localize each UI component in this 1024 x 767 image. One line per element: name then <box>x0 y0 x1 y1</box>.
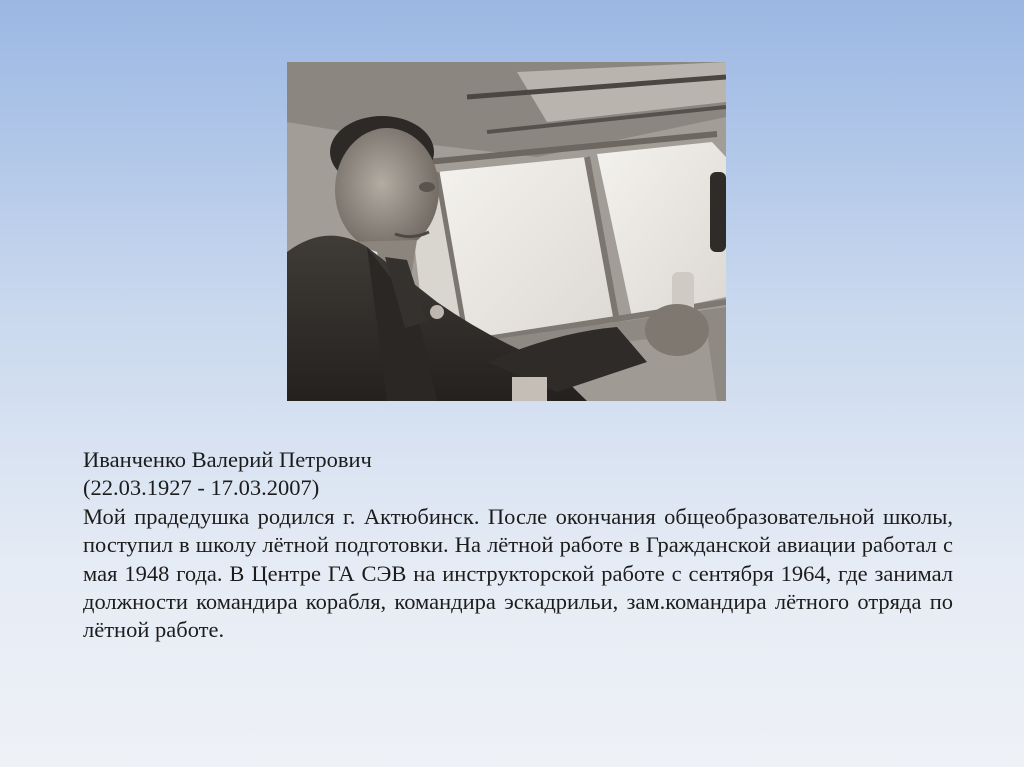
pilot-photo <box>287 62 726 401</box>
caption <box>83 446 953 645</box>
person-name: Иванченко Валерий Петрович <box>83 447 372 472</box>
biography-text: Мой прадедушка родился г. Актюбинск. После окончания общеобразовательной школы, поступил в школу лётной подготовки. На лётной работе в Гражданской авиации работал с мая 1948 года. В Центре ГА СЭВ на инструкторской работе с сентября 1964, где занимал должности командира корабля, командира эскадрильи, зам.командира лётного отряда по лётной работе. <box>83 503 953 643</box>
life-dates: (22.03.1927 - 17.03.2007) <box>83 475 320 501</box>
pilot-photo-image <box>287 62 726 401</box>
